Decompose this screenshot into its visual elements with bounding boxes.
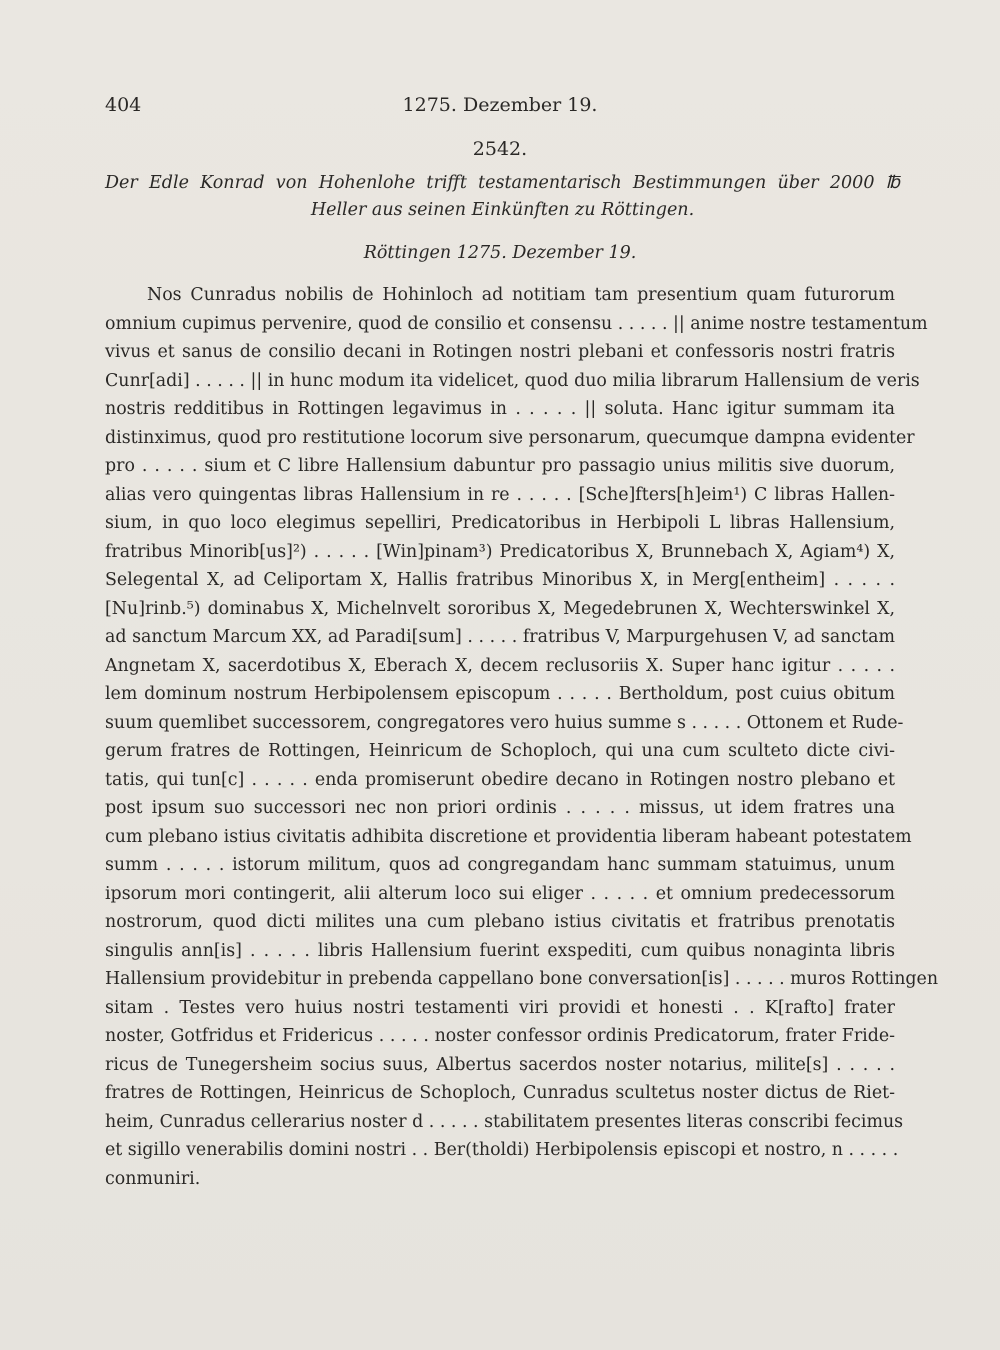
text-line: alias vero quingentas libras Hallensium in re . . . . . [Sche]fters[h]eim¹) C libras Hallen- (105, 484, 895, 505)
text-line: gerum fratres de Rottingen, Heinricum de Schoploch, qui una cum sculteto dicte civi- (105, 741, 895, 761)
text-line: nostris redditibus in Rottingen legavimus in . . . . . || soluta. Hanc igitur summam ita (105, 399, 895, 419)
text-line: lem dominum nostrum Herbipolensem episcopum . . . . . Bertholdum, post cuius obitum (105, 684, 895, 704)
text-line: ricus de Tunegersheim socius suus, Albertus sacerdos noster notarius, milite[s] . . . . . (105, 1054, 895, 1075)
text-line: nostrorum, quod dicti milites una cum plebano istius civitatis et fratribus prenotatis (105, 912, 895, 932)
text-line: conmuniri. (105, 1168, 201, 1189)
text-line: Cunr[adi] . . . . . || in hunc modum ita videlicet, quod duo milia librarum Hallensium de veris (105, 370, 920, 391)
text-line: suum quemlibet successorem, congregatores vero huius summe s . . . . . Ottonem et Rude- (105, 712, 904, 733)
text-line: ad sanctum Marcum XX, ad Paradi[sum] . . . . . fratribus V, Marpurgehusen V, ad sanctam (105, 627, 895, 647)
text-line: sitam . Testes vero huius nostri testamenti viri providi et honesti . . K[rafto] frater (105, 997, 895, 1018)
regest-summary: Der Edle Konrad von Hohenlohe trifft testamentarisch Bestimmungen über 2000 ℔ Heller aus seinen Einkünften zu Röttingen. (105, 173, 900, 220)
text-line: Selegental X, ad Celiportam X, Hallis fratribus Minoribus X, in Merg[entheim] . . . . . (105, 570, 895, 590)
text-line: pro . . . . . sium et C libre Hallensium dabuntur pro passagio unius militis sive duorum, (105, 456, 895, 476)
text-line: post ipsum suo successori nec non priori ordinis . . . . . missus, ut idem fratres una (105, 798, 895, 818)
document-number: 2542. (472, 138, 528, 160)
text-line: fratribus Minorib[us]²) . . . . . [Win]pinam³) Predicatoribus X, Brunnebach X, Agiam⁴) X, (105, 541, 895, 562)
text-line: vivus et sanus de consilio decani in Rotingen nostri plebani et confessoris nostri fratris (105, 342, 895, 362)
place-date: Röttingen 1275. Dezember 19. (363, 243, 637, 263)
text-line: omnium cupimus pervenire, quod de consilio et consensu . . . . . || anime nostre testamentum (105, 313, 928, 334)
text-line: fratres de Rottingen, Heinricus de Schoploch, Cunradus scultetus noster dictus de Riet- (105, 1083, 895, 1103)
text-line: noster, Gotfridus et Fridericus . . . . . noster confessor ordinis Predicatorum, frater Fride- (105, 1026, 895, 1046)
page-number: 404 (105, 94, 142, 116)
text-line: distinximus, quod pro restitutione locorum sive personarum, quecumque dampna evidenter (105, 427, 915, 448)
text-line: Angnetam X, sacerdotibus X, Eberach X, decem reclusoriis X. Super hanc igitur . . . . . (105, 655, 895, 676)
text-line: heim, Cunradus cellerarius noster d . . . . . stabilitatem presentes literas conscribi fecimus (105, 1111, 904, 1132)
text-line: cum plebano istius civitatis adhibita discretione et providentia liberam habeant potestatem (105, 826, 912, 847)
text-line: ipsorum mori contingerit, alii alterum loco sui eliger . . . . . et omnium predecessorum (105, 883, 895, 904)
document-body (105, 281, 939, 1193)
page-header (105, 94, 895, 120)
text-line: [Nu]rinb.⁵) dominabus X, Michelnvelt sororibus X, Megedebrunen X, Wechterswinkel X, (105, 598, 895, 619)
text-line: Nos Cunradus nobilis de Hohinloch ad notitiam tam presentium quam futurorum (147, 285, 895, 305)
text-line: tatis, qui tun[c] . . . . . enda promiserunt obedire decano in Rotingen nostro plebano et (105, 769, 895, 790)
text-line: summ . . . . . istorum militum, quos ad congregandam hanc summam statuimus, unum (105, 855, 895, 875)
text-line: sium, in quo loco elegimus sepelliri, Predicatoribus in Herbipoli L libras Hallensium, (105, 513, 895, 533)
running-date: 1275. Dezember 19. (402, 94, 598, 116)
text-line: Hallensium providebitur in prebenda cappellano bone conversation[is] . . . . . muros Rottingen (105, 969, 939, 989)
text-line: singulis ann[is] . . . . . libris Hallensium fuerint exspediti, cum quibus nonaginta libris (105, 940, 895, 961)
text-line: et sigillo venerabilis domini nostri . . Ber(tholdi) Herbipolensis episcopi et nostro, n . . . . . (105, 1140, 899, 1160)
